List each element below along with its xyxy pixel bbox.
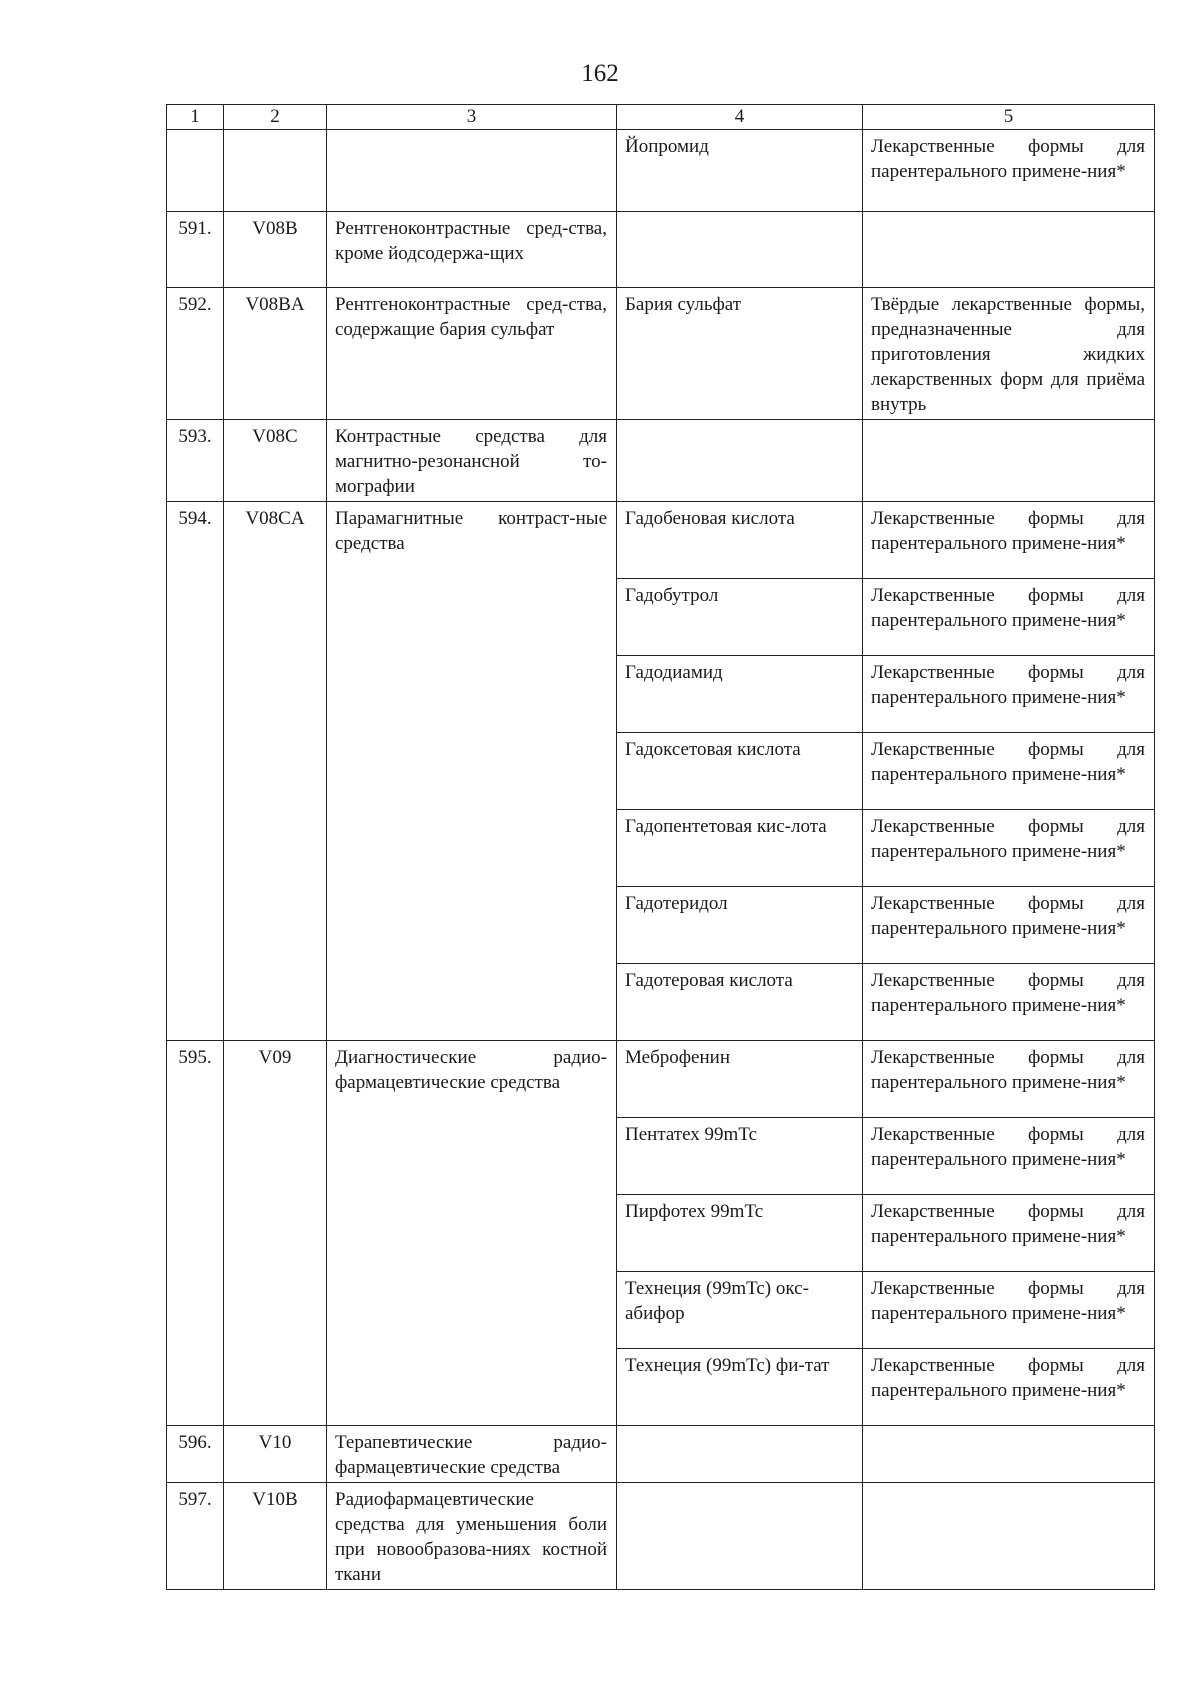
- dosage-form-cell: Лекарственные формы для парентерального примене-ния*: [863, 502, 1155, 579]
- substance-cell: Гадопентетовая кис-лота: [617, 810, 863, 887]
- group-name-cell: Диагностические радио-фармацевтические средства: [327, 1041, 617, 1426]
- atc-code-cell: V08B: [224, 212, 327, 288]
- group-name-cell: [327, 130, 617, 212]
- substance-cell: Гадотеридол: [617, 887, 863, 964]
- atc-code-cell: V08CA: [224, 502, 327, 1041]
- dosage-form-cell: Лекарственные формы для парентерального примене-ния*: [863, 1118, 1155, 1195]
- dosage-form-cell: Лекарственные формы для парентерального примене-ния*: [863, 1041, 1155, 1118]
- atc-code-cell: V09: [224, 1041, 327, 1426]
- dosage-form-cell: Лекарственные формы для парентерального примене-ния*: [863, 1272, 1155, 1349]
- row-number-cell: 597.: [167, 1483, 224, 1590]
- atc-code-cell: [224, 130, 327, 212]
- table-row: [167, 288, 1155, 420]
- group-name-cell: Рентгеноконтрастные сред-ства, содержащие бария сульфат: [327, 288, 617, 420]
- table-row: [167, 1041, 1155, 1118]
- substance-cell: [617, 1483, 863, 1590]
- group-name-cell: Радиофармацевтические средства для уменьшения боли при новообразова-ниях костной ткани: [327, 1483, 617, 1590]
- dosage-form-cell: Лекарственные формы для парентерального примене-ния*: [863, 887, 1155, 964]
- table-row: [167, 420, 1155, 502]
- substance-cell: Меброфенин: [617, 1041, 863, 1118]
- dosage-form-cell: Лекарственные формы для парентерального примене-ния*: [863, 130, 1155, 212]
- page-number: 162: [581, 60, 619, 87]
- row-number-cell: 593.: [167, 420, 224, 502]
- substance-cell: Пирфотех 99mTc: [617, 1195, 863, 1272]
- header-col-2: 2: [224, 105, 327, 130]
- substance-cell: Гадодиамид: [617, 656, 863, 733]
- drug-table: [166, 104, 1155, 1590]
- substance-cell: Гадобеновая кислота: [617, 502, 863, 579]
- atc-code-cell: V08C: [224, 420, 327, 502]
- substance-cell: [617, 420, 863, 502]
- dosage-form-cell: Лекарственные формы для парентерального примене-ния*: [863, 1195, 1155, 1272]
- table-row: [167, 130, 1155, 212]
- group-name-cell: Рентгеноконтрастные сред-ства, кроме йодсодержа-щих: [327, 212, 617, 288]
- row-number-cell: 595.: [167, 1041, 224, 1426]
- table-row: [167, 502, 1155, 579]
- dosage-form-cell: Лекарственные формы для парентерального примене-ния*: [863, 810, 1155, 887]
- row-number-cell: 594.: [167, 502, 224, 1041]
- dosage-form-cell: [863, 1426, 1155, 1483]
- dosage-form-cell: Лекарственные формы для парентерального примене-ния*: [863, 733, 1155, 810]
- group-name-cell: Парамагнитные контраст-ные средства: [327, 502, 617, 1041]
- substance-cell: [617, 212, 863, 288]
- dosage-form-cell: Лекарственные формы для парентерального примене-ния*: [863, 656, 1155, 733]
- header-col-1: 1: [167, 105, 224, 130]
- header-col-3: 3: [327, 105, 617, 130]
- table-header-row: [167, 105, 1155, 130]
- dosage-form-cell: Твёрдые лекарственные формы, предназначенные для приготовления жидких лекарственных форм для приёма внутрь: [863, 288, 1155, 420]
- dosage-form-cell: Лекарственные формы для парентерального примене-ния*: [863, 579, 1155, 656]
- row-number-cell: 591.: [167, 212, 224, 288]
- substance-cell: Гадоксетовая кислота: [617, 733, 863, 810]
- table-row: [167, 212, 1155, 288]
- substance-cell: Гадотеровая кислота: [617, 964, 863, 1041]
- row-number-cell: 596.: [167, 1426, 224, 1483]
- dosage-form-cell: [863, 420, 1155, 502]
- atc-code-cell: V10: [224, 1426, 327, 1483]
- dosage-form-cell: Лекарственные формы для парентерального примене-ния*: [863, 964, 1155, 1041]
- atc-code-cell: V08BA: [224, 288, 327, 420]
- dosage-form-cell: Лекарственные формы для парентерального примене-ния*: [863, 1349, 1155, 1426]
- substance-cell: Йопромид: [617, 130, 863, 212]
- table-row: [167, 1483, 1155, 1590]
- header-col-4: 4: [617, 105, 863, 130]
- row-number-cell: 592.: [167, 288, 224, 420]
- header-col-5: 5: [863, 105, 1155, 130]
- substance-cell: Технеция (99mTc) окс-абифор: [617, 1272, 863, 1349]
- substance-cell: [617, 1426, 863, 1483]
- dosage-form-cell: [863, 212, 1155, 288]
- group-name-cell: Контрастные средства для магнитно-резонансной то-мографии: [327, 420, 617, 502]
- substance-cell: Технеция (99mTc) фи-тат: [617, 1349, 863, 1426]
- table-row: [167, 1426, 1155, 1483]
- atc-code-cell: V10B: [224, 1483, 327, 1590]
- substance-cell: Гадобутрол: [617, 579, 863, 656]
- row-number-cell: [167, 130, 224, 212]
- substance-cell: Бария сульфат: [617, 288, 863, 420]
- dosage-form-cell: [863, 1483, 1155, 1590]
- group-name-cell: Терапевтические радио-фармацевтические средства: [327, 1426, 617, 1483]
- substance-cell: Пентатех 99mTc: [617, 1118, 863, 1195]
